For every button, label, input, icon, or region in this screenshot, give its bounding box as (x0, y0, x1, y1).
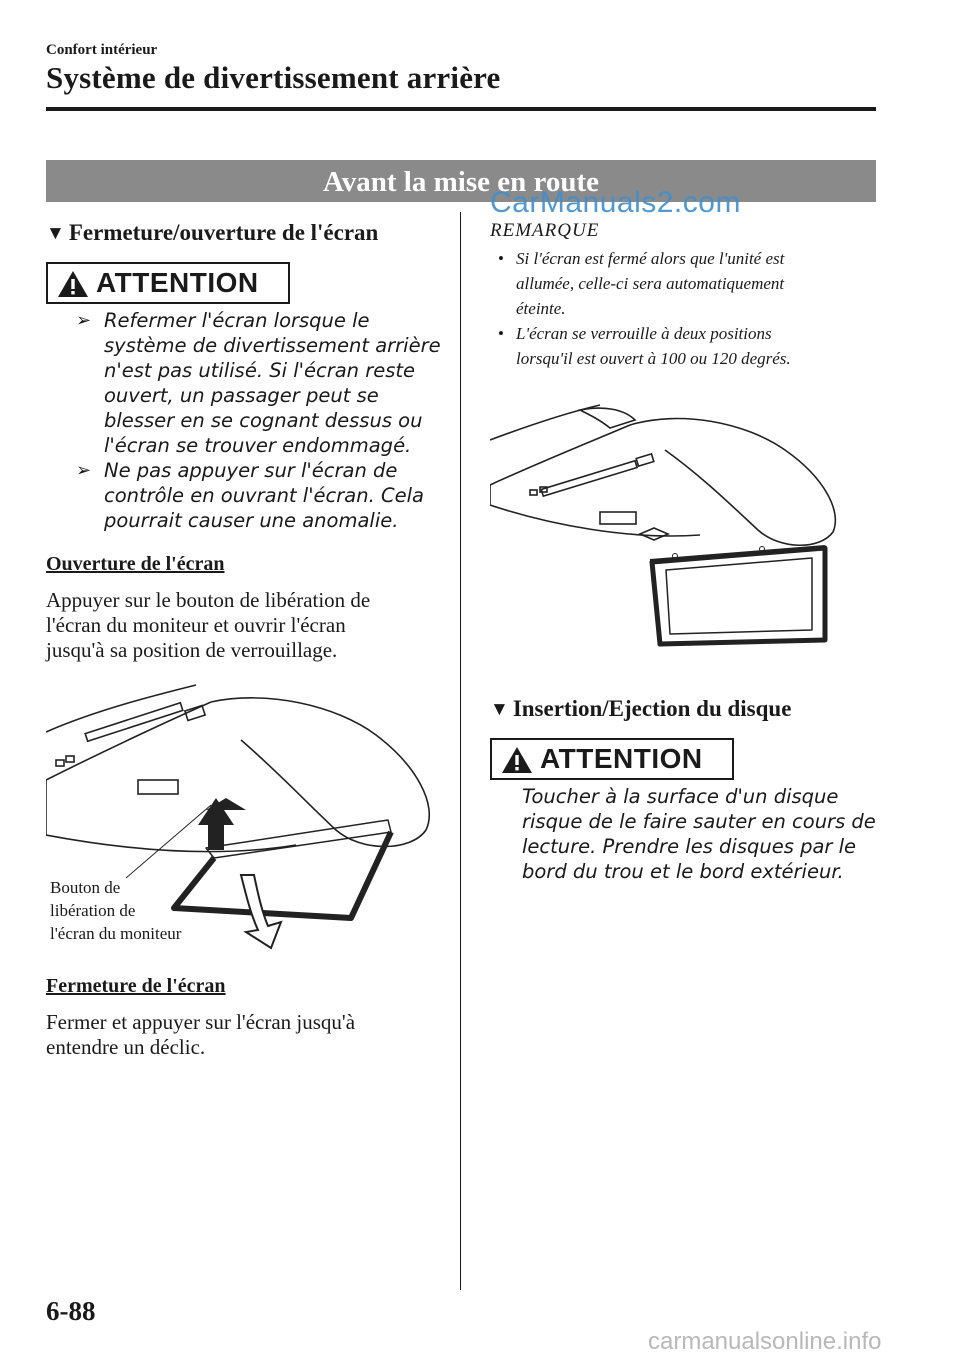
caution-list (76, 308, 446, 533)
figure-monitor-open (490, 400, 850, 650)
heading-disc-insert-eject: ▼ Insertion/Ejection du disque (490, 696, 792, 721)
warning-icon (500, 745, 534, 775)
heading-close-screen: Fermeture de l'écran (46, 975, 226, 997)
page-number: 6-88 (46, 1296, 96, 1326)
triangle-bullet-icon: ▼ (46, 223, 65, 244)
heading-open-screen: Ouverture de l'écran (46, 553, 225, 575)
attention-label: ATTENTION (540, 743, 703, 774)
triangle-bullet-icon: ▼ (490, 699, 509, 720)
close-screen-text: Fermer et appuyer sur l'écran jusqu'à entendre un déclic. (46, 1010, 356, 1059)
header-rule (46, 107, 876, 111)
note-item: • L'écran se verrouille à deux positions lorsqu'il est ouvert à 100 ou 120 degrés. (490, 321, 870, 371)
warning-icon (56, 269, 90, 299)
column-divider (460, 212, 461, 1290)
watermark-top[interactable]: CarManuals2.com (490, 186, 741, 219)
section-banner: Avant la mise en route (46, 160, 876, 202)
caution-item: ➢ Refermer l'écran lorsque le système de divertissement arrière n'est pas utilisé. Si l'écran reste ouvert, un passager peut se blesser en se cognant dessus ou l'écran se trouver endommagé. (76, 309, 441, 457)
attention-label: ATTENTION (96, 267, 259, 298)
arrow-bullet-icon: ➢ (76, 460, 92, 481)
note-item: • Si l'écran est fermé alors que l'unité est allumée, celle-ci sera automatiquement éteinte. (490, 246, 870, 321)
watermark-bottom[interactable]: carmanualsonline.info (648, 1328, 882, 1355)
bullet-icon: • (498, 249, 504, 268)
figure-callout-label: Bouton de libération de l'écran du moniteur (50, 878, 182, 943)
attention-box (46, 262, 290, 304)
caution-disc: Toucher à la surface d'un disque risque de le faire sauter en cours de lecture. Prendre les disques par le bord du trou et le bord extérieur. (522, 785, 876, 883)
note-list (490, 246, 870, 371)
attention-box (490, 738, 734, 780)
chapter-title: Système de divertissement arrière (46, 60, 501, 95)
heading-screen-open-close: ▼ Fermeture/ouverture de l'écran (46, 220, 379, 245)
arrow-bullet-icon: ➢ (76, 310, 92, 331)
open-screen-text: Appuyer sur le bouton de libération de l'écran du moniteur et ouvrir l'écran jusqu'à sa position de verrouillage. (46, 588, 371, 662)
section-label: Confort intérieur (46, 42, 158, 58)
note-title: REMARQUE (490, 220, 600, 241)
caution-item: ➢ Ne pas appuyer sur l'écran de contrôle en ouvrant l'écran. Cela pourrait causer une anomalie. (76, 459, 424, 532)
bullet-icon: • (498, 324, 504, 343)
